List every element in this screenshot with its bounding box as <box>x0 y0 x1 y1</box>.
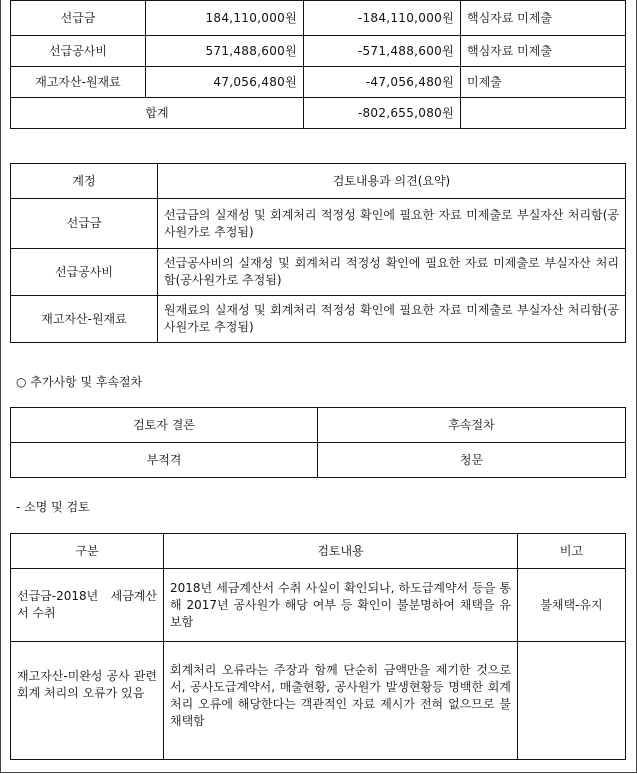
header-followup: 후속절차 <box>318 408 626 443</box>
note-cell <box>518 642 626 760</box>
table-row <box>11 199 626 249</box>
category-cell: 재고자산-미완성 공사 관련 회계 처리의 오류가 있음 <box>11 642 164 760</box>
account-cell: 선급공사비 <box>11 249 158 296</box>
total-value: -802,655,080원 <box>304 98 461 129</box>
note-cell: 불채택-유지 <box>518 569 626 642</box>
adjust-cell: -571,488,600원 <box>304 36 461 67</box>
header-note: 비고 <box>518 534 626 569</box>
review-text: 선급금의 실재성 및 회계처리 적정성 확인에 필요한 자료 미제출로 부실자산 처리함(공사원가로 추정됨) <box>158 199 626 249</box>
review-text: 2018년 세금계산서 수취 사실이 확인되나, 하도급계약서 등을 통해 2017년 공사원가 해당 여부 등 확인이 불분명하여 채택을 유보함 <box>164 569 518 642</box>
header-review: 검토내용과 의견(요약) <box>158 164 626 199</box>
note-cell: 핵심자료 미제출 <box>461 36 626 67</box>
note-cell: 핵심자료 미제출 <box>461 1 626 36</box>
conclusion-cell: 부적격 <box>11 443 318 478</box>
section-additional-heading: ○ 추가사항 및 후속절차 <box>16 375 143 389</box>
table-row <box>11 443 626 478</box>
explain-table <box>10 533 626 760</box>
review-text: 원재료의 실재성 및 회계처리 적정성 확인에 필요한 자료 미제출로 부실자산 처리함(공사원가로 추정됨) <box>158 296 626 343</box>
header-row <box>11 408 626 443</box>
table-row <box>11 249 626 296</box>
table-row <box>11 1 626 36</box>
section-explain-heading: - 소명 및 검토 <box>16 500 90 514</box>
followup-cell: 청문 <box>318 443 626 478</box>
adjust-cell: -184,110,000원 <box>304 1 461 36</box>
adjust-cell: -47,056,480원 <box>304 67 461 98</box>
header-row <box>11 534 626 569</box>
conclusion-table <box>10 407 626 478</box>
amount-cell: 184,110,000원 <box>146 1 304 36</box>
category-cell: 선급금-2018년 세금계산서 수취 <box>11 569 164 642</box>
total-label: 합계 <box>11 98 304 129</box>
amount-cell: 47,056,480원 <box>146 67 304 98</box>
amount-table <box>10 0 626 129</box>
header-account: 계정 <box>11 164 158 199</box>
empty-cell <box>461 98 626 129</box>
account-cell: 선급금 <box>11 199 158 249</box>
amount-cell: 571,488,600원 <box>146 36 304 67</box>
header-review: 검토내용 <box>164 534 518 569</box>
header-category: 구분 <box>11 534 164 569</box>
item-cell: 선급공사비 <box>11 36 146 67</box>
review-text: 선급공사비의 실재성 및 회계처리 적정성 확인에 필요한 자료 미제출로 부실자산 처리함(공사원가로 추정됨) <box>158 249 626 296</box>
account-cell: 재고자산-원재료 <box>11 296 158 343</box>
total-row <box>11 98 626 129</box>
table-row <box>11 569 626 642</box>
table-row <box>11 67 626 98</box>
table-row <box>11 296 626 343</box>
table-row <box>11 642 626 760</box>
review-table <box>10 163 626 343</box>
table-row <box>11 36 626 67</box>
header-conclusion: 검토자 결론 <box>11 408 318 443</box>
item-cell: 재고자산-원재료 <box>11 67 146 98</box>
review-text: 회계처리 오류라는 주장과 함께 단순히 금액만을 제기한 것으로서, 공사도급계약서, 매출현황, 공사원가 발생현황등 명백한 회계처리 오류에 해당한다는 객관적인 자료 제시가 전혀 없으므로 불채택함 <box>164 642 518 760</box>
header-row <box>11 164 626 199</box>
note-cell: 미제출 <box>461 67 626 98</box>
item-cell: 선급금 <box>11 1 146 36</box>
